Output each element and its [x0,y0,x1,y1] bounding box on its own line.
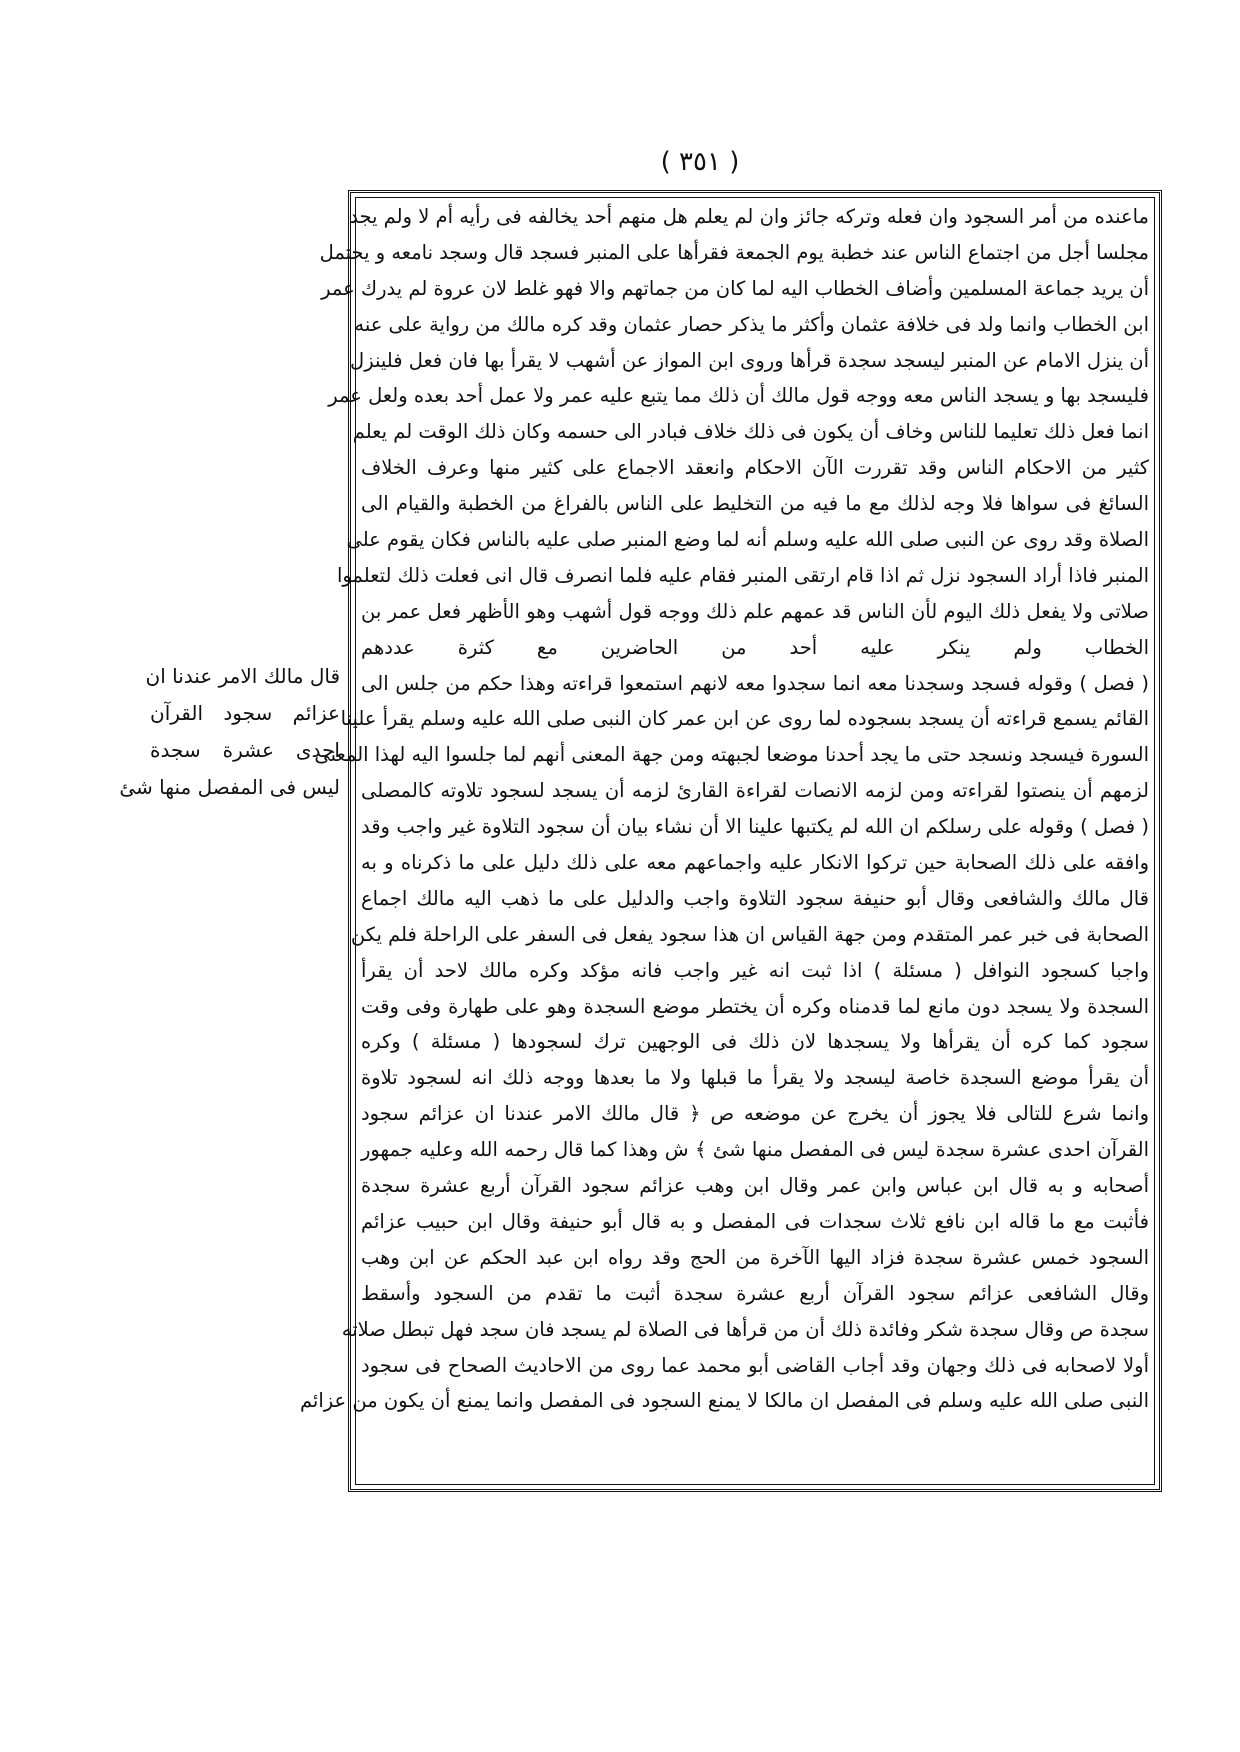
text-line: الصلاة وقد روى عن النبى صلى الله عليه وسلم أنه لما وضع المنبر صلى عليه بالناس فكان يقوم على [346,528,1149,552]
text-line: وافقه على ذلك الصحابة حين تركوا الانكار عليه واجماعهم معه على ذلك دليل على ما ذكرناه و به [361,851,1149,875]
text-line: ( فصل ) وقوله فسجد وسجدنا معه انما سجدوا معه لانهم استمعوا قراءته وهذا حكم من جلس الى [361,671,1149,695]
text-line: الخطاب ولم ينكر عليه أحد من الحاضرين مع كثرة عددهم [361,635,1149,659]
text-line: صلاتى ولا يفعل ذلك اليوم لأن الناس قد عمهم علم ذلك ووجه قول أشهب وهو الأظهر فعل عمر بن [361,599,1149,623]
text-line: واجبا كسجود النوافل ( مسئلة ) اذا ثبت انه غير واجب فانه مؤكد وكره مالك لاحد أن يقرأ [361,958,1149,982]
margin-note [119,658,340,806]
text-line: النبى صلى الله عليه وسلم فى المفصل ان مالكا لا يمنع السجود فى المفصل وانما يمنع أن يكون من عزائم [299,1389,1149,1413]
text-line: ابن الخطاب وانما ولد فى خلافة عثمان وأكثر ما يذكر حصار عثمان وقد كره مالك من رواية على عنه [354,312,1149,336]
text-line: كثير من الاحكام الناس وقد تقررت الآن الاحكام وانعقد الاجماع على كثير منها وعرف الخلاف [361,456,1149,480]
text-line: قال مالك والشافعى وقال أبو حنيفة سجود التلاوة واجب والدليل على ما ذهب اليه مالك اجماع [361,886,1149,910]
margin-note-line: احدى عشرة سجدة [150,738,340,762]
margin-note-line: عزائم سجود القرآن [150,701,340,725]
text-line: فليسجد بها و يسجد الناس معه ووجه قول مالك أن ذلك مما يتبع عليه عمر ولا عمل أحد بعده ولعل عمر [328,384,1149,408]
text-line: لزمهم أن ينصتوا لقراءته ومن لزمه الانصات لقراءة القارئ لزمه أن يسجد لسجود تلاوته كالمصلى [361,779,1149,803]
text-line: السائغ فى سواها فلا وجه لذلك مع ما فيه من التخليط على الناس بالفراغ من الخطبة والقيام الى [361,492,1149,516]
page-number: ( ٣٥١ ) [660,147,740,177]
text-line: سجدة ص وقال سجدة شكر وفائدة ذلك أن من قرأها فى الصلاة لم يسجد فان سجد فهل تبطل صلاته [341,1317,1149,1341]
main-text-body [299,199,1149,1483]
text-line: فأثبت مع ما قاله ابن نافع ثلاث سجدات فى المفصل و به قال أبو حنيفة وقال ابن حبيب عزائم [361,1209,1149,1233]
text-line: أن يقرأ موضع السجدة خاصة ليسجد ولا يقرأ ما قبلها ولا ما بعدها ووجه ذلك انه لسجود تلاوة [361,1066,1149,1090]
text-line: أولا لاصحابه فى ذلك وجهان وقد أجاب القاضى أبو محمد عما روى من الاحاديث الصحاح فى سجود [361,1353,1149,1377]
text-line: أصحابه و به قال ابن عباس وابن عمر وقال ابن وهب عزائم سجود القرآن أربع عشرة سجدة [361,1174,1149,1198]
text-line: الصحابة فى خبر عمر المتقدم ومن جهة القياس ان هذا سجود يفعل فى السفر على الراحلة فلم يكن [350,922,1149,946]
text-line: مجلسا أجل من اجتماع الناس عند خطبة يوم الجمعة فقرأها على المنبر فسجد قال وسجد نامعه و يحتمل [319,240,1149,264]
text-line: السورة فيسجد ونسجد حتى ما يجد أحدنا موضعا لجبهته ومن جهة المعنى أنهم لما جلسوا اليه لهذا المعنى [314,743,1149,767]
text-line: القرآن احدى عشرة سجدة ليس فى المفصل منها شئ ﴾ ش وهذا كما قال رحمه الله وعليه جمهور [361,1138,1149,1162]
text-frame [299,190,1162,1492]
margin-note-line: ليس فى المفصل منها شئ [119,775,340,799]
margin-note-line: قال مالك الامر عندنا ان [145,664,340,688]
text-line: وقال الشافعى عزائم سجود القرآن أربع عشرة سجدة أثبت ما تقدم من السجود وأسقط [361,1281,1149,1305]
text-line: السجدة ولا يسجد دون مانع لما قدمناه وكره أن يختطر موضع السجدة وهو على طهارة وفى وقت [361,994,1149,1018]
text-line: أن يريد جماعة المسلمين وأضاف الخطاب اليه لما كان من جماتهم والا فهو غلط لان عروة لم يدرك عمر [321,276,1149,300]
text-line: ماعنده من أمر السجود وان فعله وتركه جائز وان لم يعلم هل منهم أحد يخالفه فى رأيه أم لا ولم يجد [349,205,1149,228]
text-line: انما فعل ذلك تعليما للناس وخاف أن يكون فى ذلك خلاف فبادر الى حسمه وكان ذلك الوقت لم يعلم [352,420,1149,444]
text-line: ( فصل ) وقوله على رسلكم ان الله لم يكتبها علينا الا أن نشاء بيان أن سجود التلاوة غير واجب وقد [361,815,1149,839]
text-line: أن ينزل الامام عن المنبر ليسجد سجدة قرأها وروى ابن المواز عن أشهب لا يقرأ بها فان فعل فلينزل [350,348,1149,372]
text-line: وانما شرع للتالى فلا يجوز أن يخرج عن موضعه ص ﴿ قال مالك الامر عندنا ان عزائم سجود [361,1102,1149,1126]
text-line: السجود خمس عشرة سجدة فزاد اليها الآخرة من الحج وقد رواه ابن عبد الحكم عن ابن وهب [361,1245,1149,1269]
text-line: المنبر فاذا أراد السجود نزل ثم اذا قام ارتقى المنبر فقام عليه فلما انصرف قال انى فعلت ذلك لتعلموا [336,563,1149,587]
text-line: القائم يسمع قراءته أن يسجد بسجوده لما روى عن ابن عمر كان النبى صلى الله عليه وسلم يقرأ علينا [340,707,1149,731]
text-line: سجود كما كره أن يقرأها ولا يسجدها لان ذلك فى الوجهين ترك لسجودها ( مسئلة ) وكره [361,1030,1149,1054]
